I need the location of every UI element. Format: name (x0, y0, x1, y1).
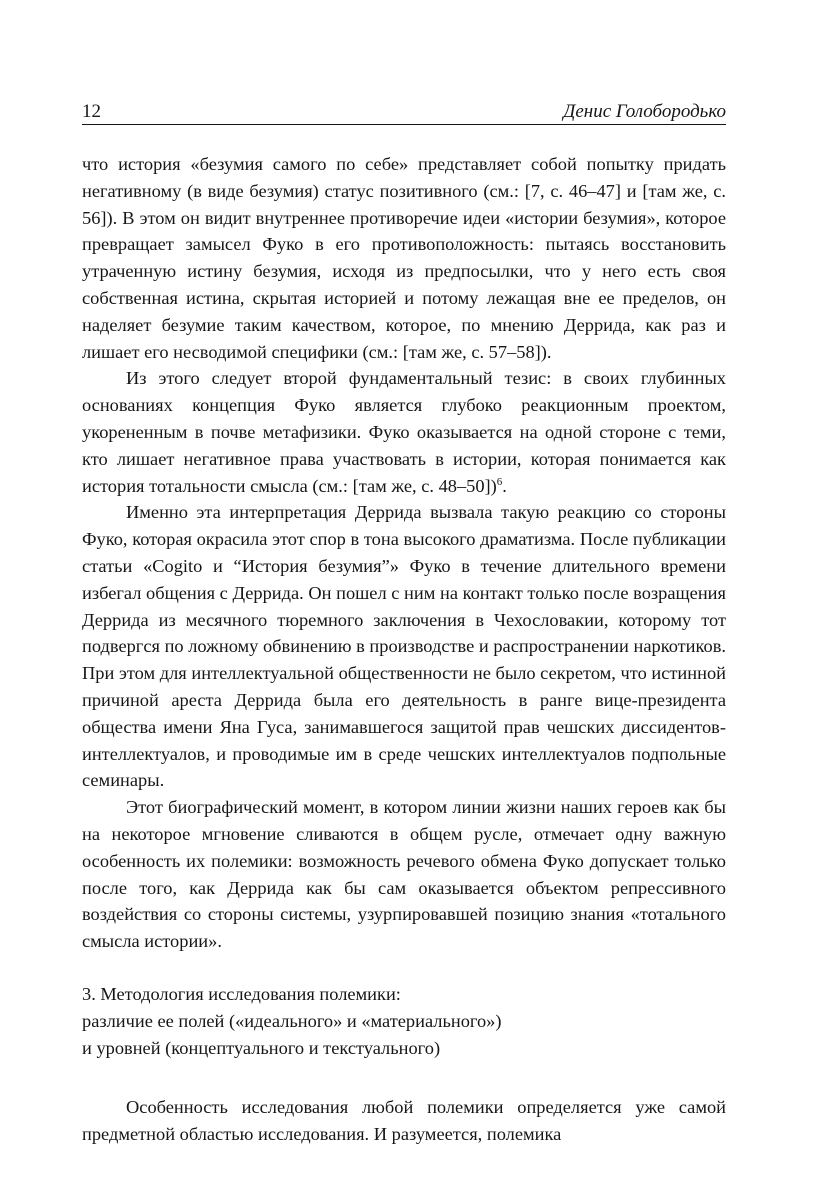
section-heading (82, 981, 726, 1061)
page-number: 12 (82, 101, 101, 122)
paragraph-3: Именно эта интерпретация Деррида вызвала такую реакцию со стороны Фуко, которая окрасила этот спор в тона высокого драматизма. После публикации статьи «Cogito и “История безумия”» Фуко в течение длительного времени избегал общения с Деррида. Он пошел с ним на контакт только после возращения Деррида из месячного тюремного заключения в Чехословакии, которому тот подвергся по ложному обвинению в производстве и распространении наркотиков. При этом для интеллектуальной общественности не было секретом, что истинной причиной ареста Деррида была его деятельность в ранге вице-президента общества имени Яна Гуса, занимавшегося защитой прав чешских диссидентов-интеллектуалов, и проводимые им в среде чешских интеллектуалов подпольные семинары. (82, 502, 726, 791)
paragraph-5: Особенность исследования любой полемики определяется уже самой предметной областью исследования. И разумеется, полемика (82, 1097, 726, 1145)
section-heading-line-3: и уровней (концептуального и текстуального) (82, 1037, 441, 1058)
paragraph-2-text: Из этого следует второй фундаментальный тезис: в своих глубинных основаниях концепция Фуко является глубоко реакционным проектом, укорененным в почве метафизики. Фуко оказывается на одной стороне с теми, кто лишает негативное права участвовать в истории, которая понимается как история тотальности смысла (см.: [там же, с. 48–50]) (82, 368, 726, 496)
section-heading-line-2: различие ее полей («идеального» и «материального») (82, 1010, 502, 1031)
paragraph-2 (82, 365, 726, 499)
paragraph-4: Этот биографический момент, в котором линии жизни наших героев как бы на некоторое мгновение сливаются в общем русле, отмечает одну важную особенность их полемики: возможность речевого обмена Фуко допускает только после того, как Деррида как бы сам оказывается объектом репрессивного воздействия со стороны системы, узурпировавшей позицию знания «тотального смысла истории». (82, 797, 726, 952)
running-header (82, 98, 726, 125)
section-heading-line-1: 3. Методология исследования полемики: (82, 983, 401, 1004)
footnote-marker[interactable]: 6 (496, 475, 503, 488)
paragraph-2-end: . (502, 475, 507, 496)
paragraph-1: что история «безумия самого по себе» представляет собой попытку придать негативному (в виде безумия) статус позитивного (см.: [7, с. 46–47] и [там же, с. 56]). В этом он видит внутреннее противоречие идеи «истории безумия», которое превращает замысел Фуко в его противоположность: пытаясь восстановить утраченную истину безумия, исходя из предпосылки, что у него есть своя собственная истина, скрытая историей и потому лежащая вне ее пределов, он наделяет безумие таким качеством, которое, по мнению Деррида, как раз и лишает его несводимой специфики (см.: [там же, с. 57–58]). (82, 154, 726, 362)
section-body (82, 1094, 726, 1148)
running-title: Денис Голобородько (563, 101, 726, 122)
book-page (82, 98, 726, 1148)
body-text (82, 151, 726, 955)
